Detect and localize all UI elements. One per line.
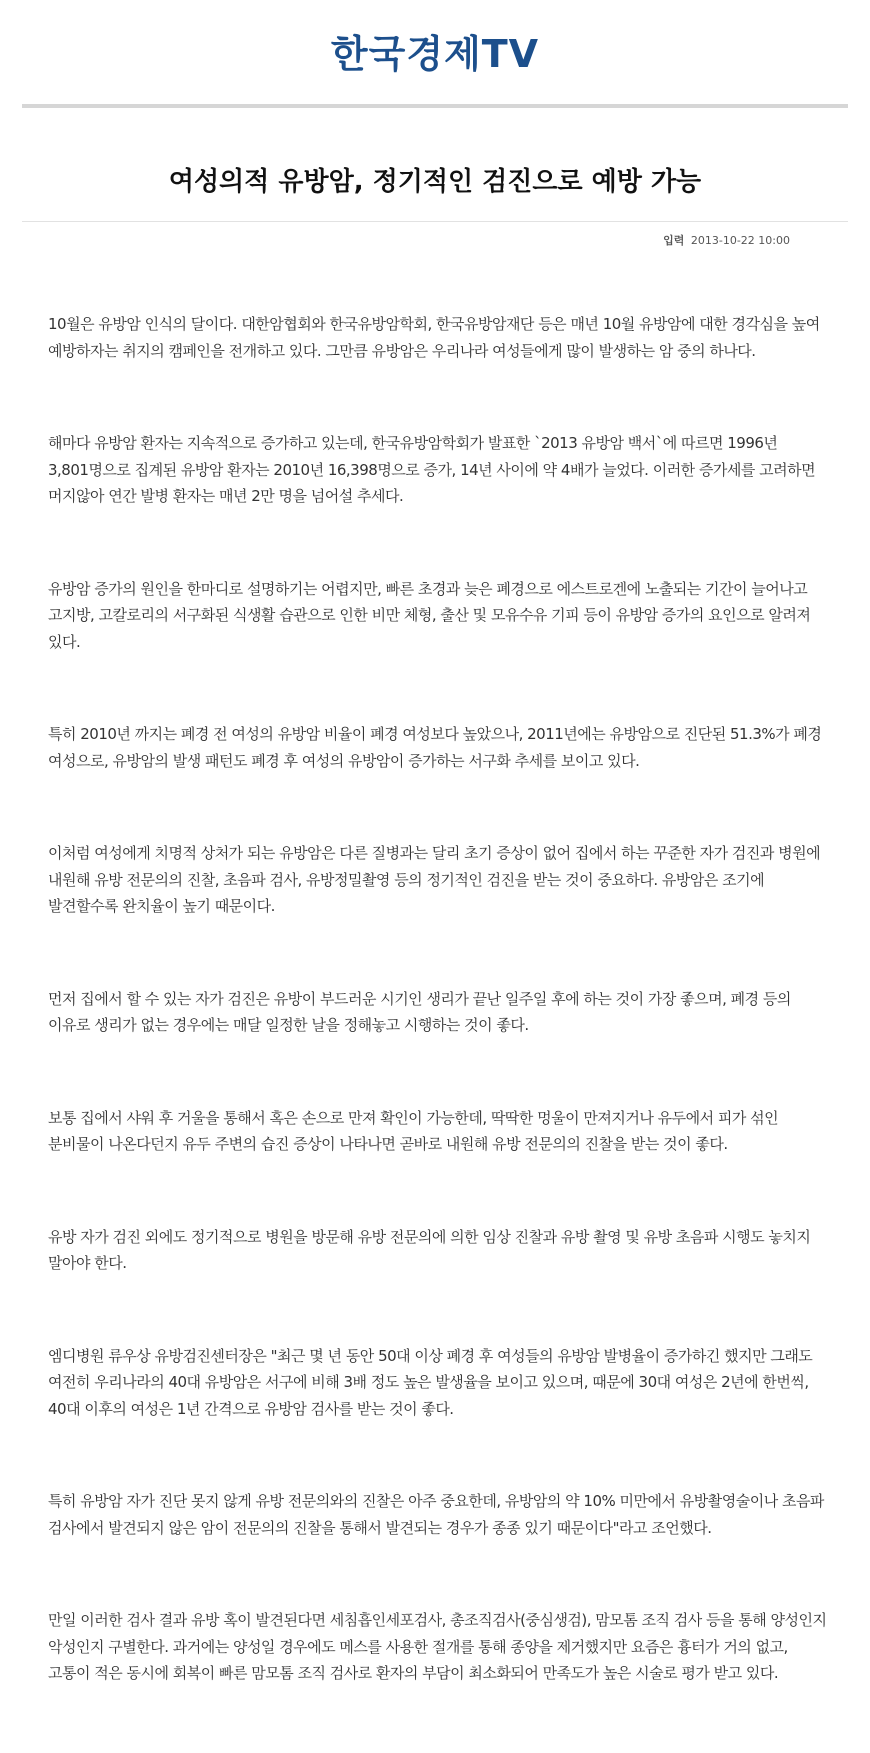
article-paragraph-2: 해마다 유방암 환자는 지속적으로 증가하고 있는데, 한국유방암학회가 발표한 `2013 유방암 백서`에 따르면 1996년 3,801명으로 집계된 유방암 환자는 2010년 16,398명으로 증가, 14년 사이에 약 4배가 늘었다. 이러한 증가세를 고려하면 머지않아 연간 발병 환자는 매년 2만 명을 넘어설 추세다. [48, 434, 816, 505]
date-value: 2013-10-22 10:00 [690, 234, 790, 247]
article-paragraph-11: 만일 이러한 검사 결과 유방 혹이 발견된다면 세침흡인세포검사, 총조직검사(중심생검), 맘모톰 조직 검사 등을 통해 양성인지 악성인지 구별한다. 과거에는 양성일 경우에도 메스를 사용한 절개를 통해 종양을 제거했지만 요즘은 흉터가 거의 없고, 고통이 적은 동시에 회복이 빠른 맘모톰 조직 검사로 환자의 부담이 최소화되어 만족도가 높은 시술로 평가 받고 있다. [48, 1611, 827, 1682]
masthead [0, 0, 870, 104]
article-paragraph-5: 이처럼 여성에게 치명적 상처가 되는 유방암은 다른 질병과는 달리 초기 증상이 없어 집에서 하는 꾸준한 자가 검진과 병원에 내원해 유방 전문의의 진찰, 초음파 검사, 유방정밀촬영 등의 정기적인 검진을 받는 것이 중요하다. 유방암은 조기에 발견할수록 완치율이 높기 때문이다. [48, 844, 821, 915]
date-label: 입력 [663, 234, 685, 247]
article-body [48, 311, 830, 1753]
article-paragraph-4: 특히 2010년 까지는 폐경 전 여성의 유방암 비율이 폐경 여성보다 높았으나, 2011년에는 유방암으로 진단된 51.3%가 폐경 여성으로, 유방암의 발생 패턴도 폐경 후 여성의 유방암이 증가하는 서구화 추세를 보이고 있다. [48, 725, 822, 770]
article-paragraph-10: 특히 유방암 자가 진단 못지 않게 유방 전문의와의 진찰은 아주 중요한데, 유방암의 약 10% 미만에서 유방촬영술이나 초음파 검사에서 발견되지 않은 암이 전문의의 진찰을 통해서 발견되는 경우가 종종 있기 때문이다"라고 조언했다. [48, 1492, 824, 1537]
article-paragraph-9: 엠디병원 류우상 유방검진센터장은 "최근 몇 년 동안 50대 이상 폐경 후 여성들의 유방암 발병율이 증가하긴 했지만 그래도 여전히 우리나라의 40대 유방암은 서구에 비해 3배 정도 높은 발생율을 보이고 있으며, 때문에 30대 여성은 2년에 한번씩, 40대 이후의 여성은 1년 간격으로 유방암 검사를 받는 것이 좋다. [48, 1346, 813, 1418]
article-paragraph-8: 유방 자가 검진 외에도 정기적으로 병원을 방문해 유방 전문의에 의한 임상 진찰과 유방 촬영 및 유방 초음파 시행도 놓치지 말아야 한다. [48, 1227, 811, 1272]
article-paragraph-6: 먼저 집에서 할 수 있는 자가 검진은 유방이 부드러운 시기인 생리가 끝난 일주일 후에 하는 것이 가장 좋으며, 폐경 등의 이유로 생리가 없는 경우에는 매달 일정한 날을 정해놓고 시행하는 것이 좋다. [48, 989, 791, 1034]
article-paragraph-1: 10월은 유방암 인식의 달이다. 대한암협회와 한국유방암학회, 한국유방암재단 등은 매년 10월 유방암에 대한 경각심을 높여 예방하자는 취지의 캠페인을 전개하고 있다. 그만큼 유방암은 우리나라 여성들에게 많이 발생하는 암 중의 하나다. [48, 315, 820, 360]
site-logo[interactable]: 한국경제TV [330, 32, 540, 76]
article-meta [663, 233, 790, 249]
article-paragraph-3: 유방암 증가의 원인을 한마디로 설명하기는 어렵지만, 빠른 초경과 늦은 폐경으로 에스트로겐에 노출되는 기간이 늘어나고 고지방, 고칼로리의 서구화된 식생활 습관으로 인한 비만 체형, 출산 및 모유수유 기피 등이 유방암 증가의 요인으로 알려져 있다. [48, 579, 811, 651]
header-divider [22, 104, 848, 108]
article-title: 여성의적 유방암, 정기적인 검진으로 예방 가능 [168, 167, 702, 198]
article-paragraph-7: 보통 집에서 샤워 후 거울을 통해서 혹은 손으로 만져 확인이 가능한데, 딱딱한 멍울이 만져지거나 유두에서 피가 섞인 분비물이 나온다던지 유두 주변의 습진 증상이 나타나면 곧바로 내원해 유방 전문의의 진찰을 받는 것이 좋다. [48, 1108, 779, 1153]
title-divider [22, 221, 848, 222]
